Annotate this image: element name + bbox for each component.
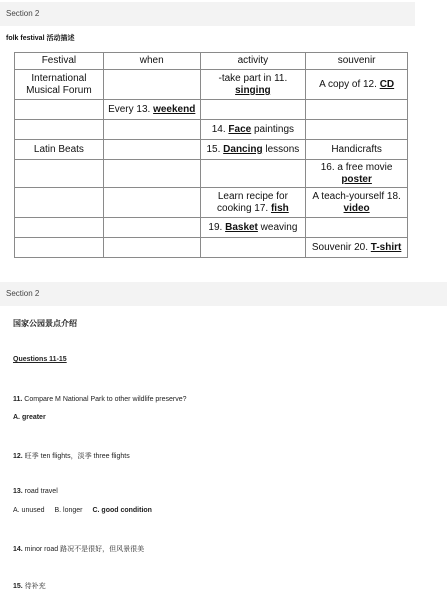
question-number: 14.: [13, 546, 23, 553]
table-cell: [15, 100, 104, 120]
answer-text: Basket: [225, 221, 258, 233]
question-11: [13, 396, 187, 403]
cell-text: lessons: [262, 143, 300, 155]
table-header-row: [15, 53, 408, 70]
table-cell: [103, 100, 200, 120]
cell-text: 19.: [208, 221, 226, 233]
table-cell: [103, 160, 200, 188]
answer-text: Face: [228, 123, 252, 135]
question-number: 12.: [13, 453, 23, 460]
table-title: folk festival 活动描述: [6, 35, 75, 42]
header-when: when: [103, 53, 200, 70]
option-c-correct: C. good condition: [92, 507, 152, 514]
table-cell: [103, 140, 200, 160]
answer-text: CD: [379, 78, 395, 90]
answer-text: T-shirt: [370, 241, 402, 253]
cell-text: 16. a free movie: [320, 161, 393, 173]
table-cell: [15, 120, 104, 140]
question-14: [13, 544, 144, 554]
table-cell: [15, 188, 104, 218]
cell-text: A teach-yourself 18.: [312, 190, 401, 202]
section-label: Section 2: [6, 289, 40, 298]
table-cell: [15, 140, 104, 160]
festival-table: [14, 52, 408, 258]
question-text: minor road 路况不是很好，但风景很美: [22, 546, 145, 553]
answer-text: poster: [341, 173, 372, 185]
section-label: Section 2: [6, 9, 40, 18]
table-row: [15, 100, 408, 120]
table-cell: [15, 70, 104, 100]
cell-text: paintings: [251, 123, 295, 135]
option-a: A. unused: [13, 507, 45, 514]
table-cell: [306, 140, 408, 160]
table-cell: [103, 188, 200, 218]
table-cell: [306, 160, 408, 188]
table-row: [15, 218, 408, 238]
table-cell: [200, 100, 306, 120]
cell-text: Handicrafts: [331, 143, 382, 155]
table-cell: [200, 188, 306, 218]
cell-text: Latin Beats: [33, 143, 84, 155]
question-text: road travel: [22, 488, 58, 495]
cell-text: Every 13.: [108, 103, 154, 115]
table-row: [15, 70, 408, 100]
table-cell: [15, 238, 104, 258]
section-header-2: [0, 282, 447, 306]
table-row: [15, 238, 408, 258]
section-header-1: [0, 2, 415, 26]
answer-11: A. greater: [13, 414, 46, 421]
questions-heading: Questions 11-15: [13, 356, 67, 363]
question-15: [13, 581, 46, 591]
table-cell: [103, 70, 200, 100]
table-cell: [15, 160, 104, 188]
header-souvenir: souvenir: [306, 53, 408, 70]
table-cell: [200, 160, 306, 188]
option-b: B. longer: [54, 507, 83, 514]
table-cell: [200, 120, 306, 140]
answer-text: singing: [235, 84, 271, 96]
cell-text: 14.: [211, 123, 229, 135]
cell-text: 15.: [206, 143, 224, 155]
header-festival: Festival: [15, 53, 104, 70]
cell-text: International Musical Forum: [26, 72, 92, 96]
table-cell: [103, 218, 200, 238]
header-activity: activity: [200, 53, 306, 70]
table-cell: [306, 100, 408, 120]
question-12: [13, 451, 130, 461]
park-title: 国家公园景点介绍: [13, 319, 77, 328]
table-cell: [15, 218, 104, 238]
question-text: 待补充: [22, 583, 46, 590]
answer-text: video: [343, 202, 370, 214]
cell-text: -take part in 11.: [218, 72, 288, 84]
table-cell: [200, 70, 306, 100]
question-number: 11.: [13, 396, 23, 403]
table-cell: [306, 218, 408, 238]
question-text: Compare M National Park to other wildlife preserve?: [22, 396, 187, 403]
cell-text: Souvenir 20.: [311, 241, 371, 253]
question-number: 13.: [13, 488, 23, 495]
cell-text: Learn recipe for cooking 17.: [217, 190, 288, 214]
answer-text: fish: [270, 202, 289, 214]
table-cell: [200, 140, 306, 160]
answer-text: weekend: [153, 103, 196, 115]
table-cell: [103, 238, 200, 258]
table-cell: [306, 238, 408, 258]
question-number: 15.: [13, 583, 23, 590]
table-cell: [306, 120, 408, 140]
table-row: [15, 140, 408, 160]
question-13: [13, 488, 58, 495]
table-row: [15, 160, 408, 188]
table-row: [15, 120, 408, 140]
table-cell: [200, 218, 306, 238]
answer-text: Dancing: [223, 143, 263, 155]
table-cell: [103, 120, 200, 140]
table-cell: [306, 188, 408, 218]
table-cell: [200, 238, 306, 258]
table-cell: [306, 70, 408, 100]
answer-options-13: [13, 507, 160, 514]
cell-text: weaving: [257, 221, 298, 233]
question-text: 旺季 ten flights，淡季 three flights: [22, 453, 130, 460]
cell-text: A copy of 12.: [319, 78, 380, 90]
table-row: [15, 188, 408, 218]
